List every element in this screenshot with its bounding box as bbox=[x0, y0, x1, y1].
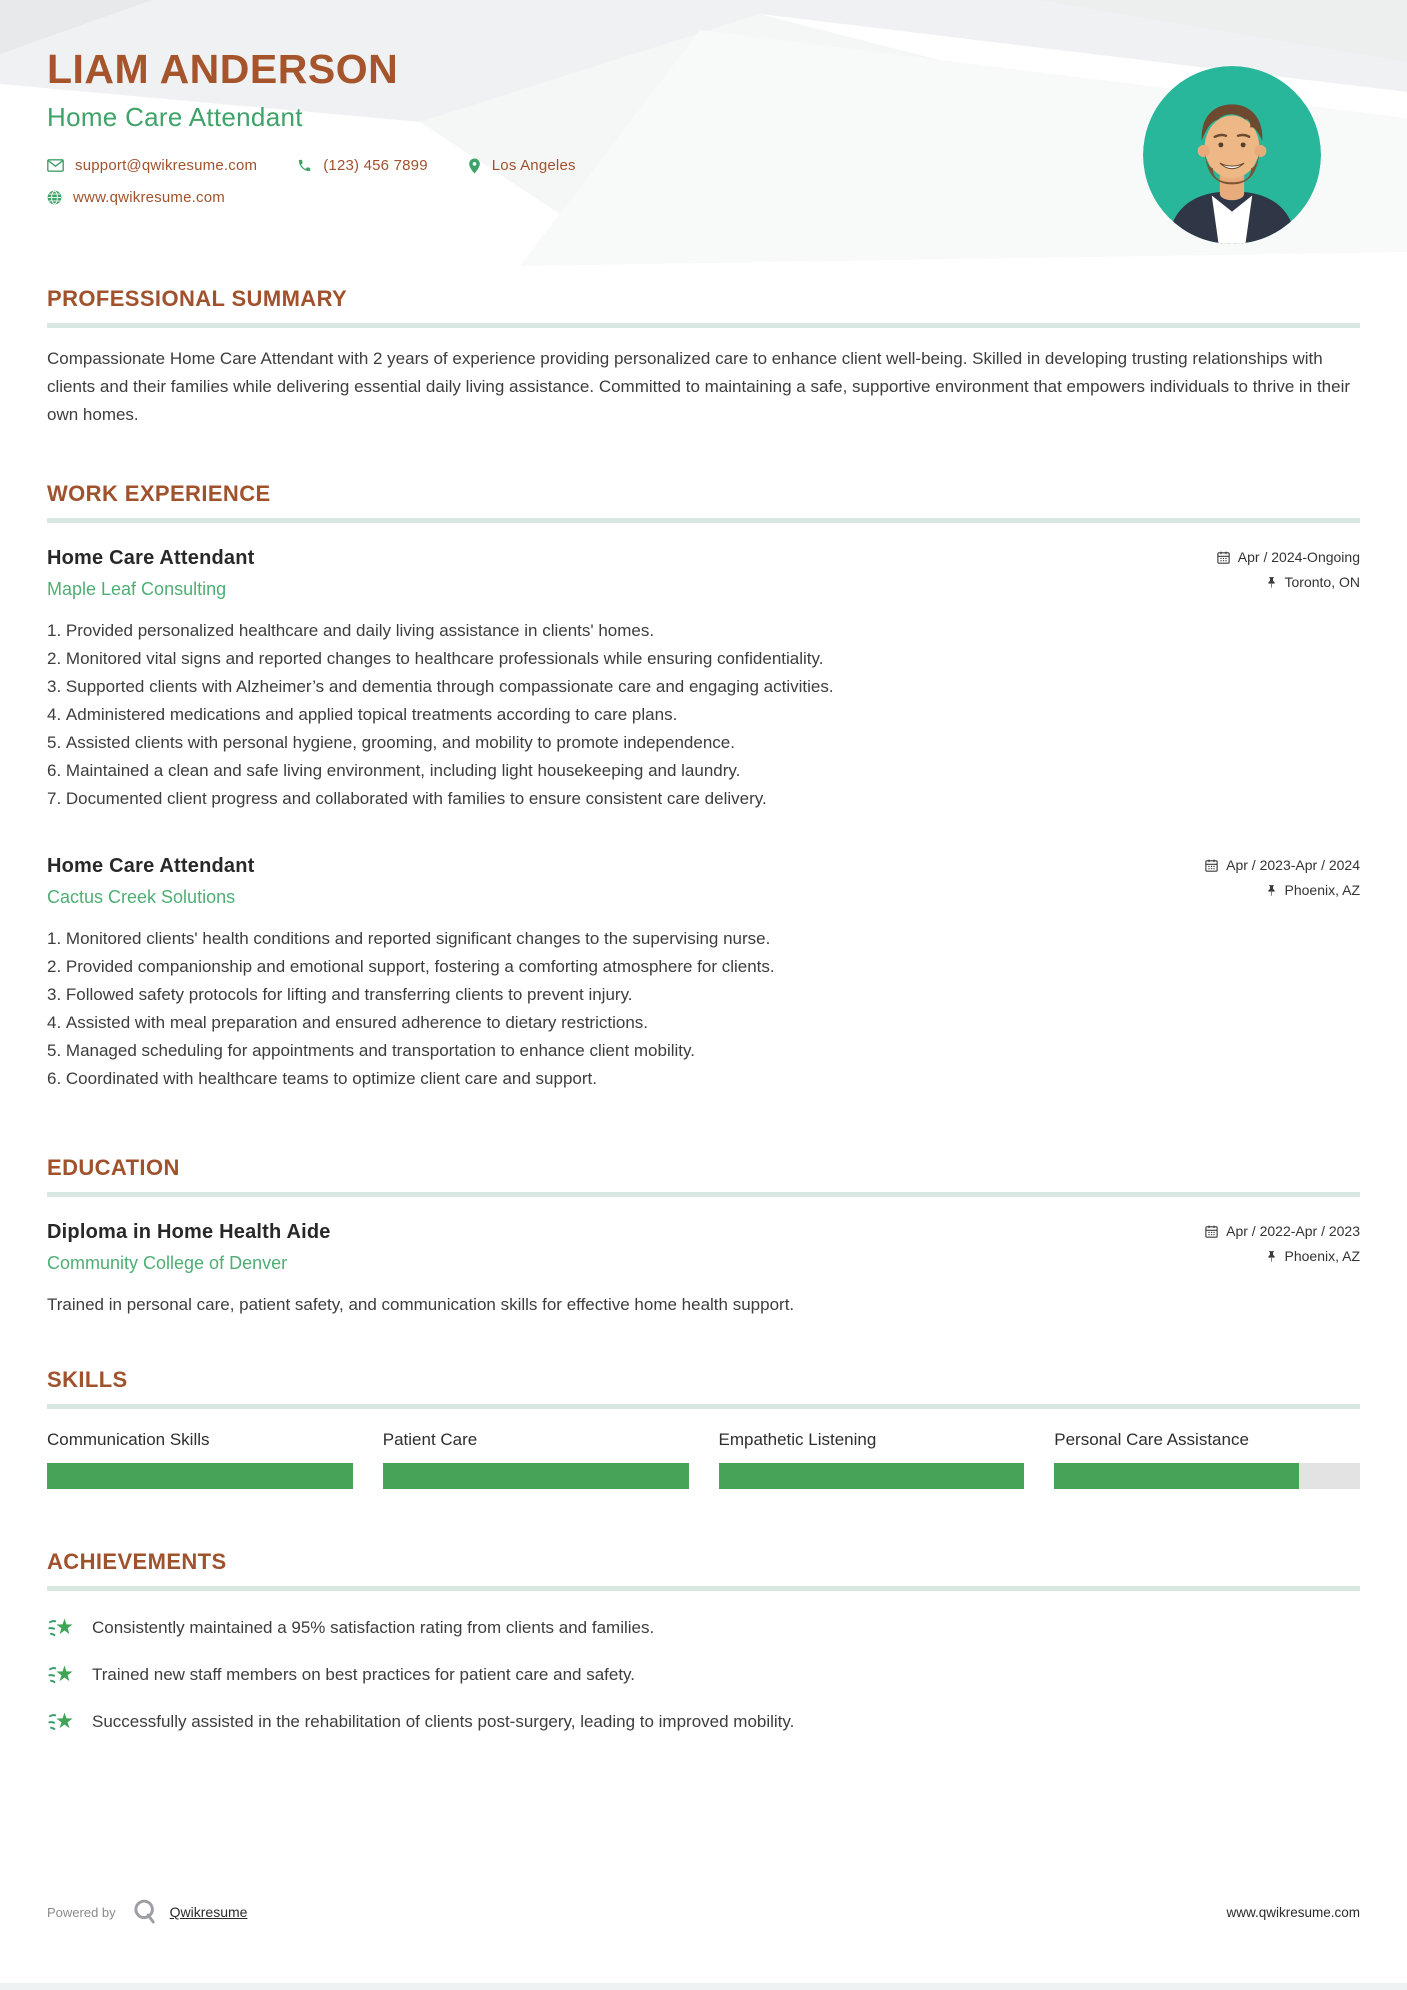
award-star-icon bbox=[47, 1662, 75, 1688]
education-description: Trained in personal care, patient safety, and communication skills for effective home health support. bbox=[47, 1295, 795, 1314]
section-skills bbox=[47, 1367, 1360, 1489]
education-location bbox=[1265, 1248, 1361, 1264]
job-location bbox=[1265, 882, 1361, 898]
email-text: support@qwikresume.com bbox=[75, 157, 258, 174]
job-bullet-list bbox=[47, 617, 1360, 813]
school-name: Community College of Denver bbox=[47, 1253, 288, 1273]
education-entry bbox=[47, 1221, 1360, 1319]
skill-bar-track bbox=[1054, 1463, 1360, 1489]
section-divider bbox=[47, 1192, 1360, 1197]
skill-bar-track bbox=[719, 1463, 1025, 1489]
skill-label: Communication Skills bbox=[47, 1430, 210, 1449]
education-date bbox=[1204, 1223, 1360, 1239]
achievement-item bbox=[47, 1709, 1360, 1735]
experience-entry-1 bbox=[47, 547, 1360, 813]
qwikresume-logo-icon bbox=[132, 1898, 158, 1926]
skill-label: Empathetic Listening bbox=[718, 1430, 877, 1449]
experience-heading: WORK EXPERIENCE bbox=[47, 481, 271, 506]
job-date-text: Apr / 2024-Ongoing bbox=[1237, 549, 1360, 565]
job-date bbox=[1216, 549, 1360, 565]
job-bullet: 4. Administered medications and applied topical treatments according to care plans. bbox=[47, 701, 1360, 729]
skill-item bbox=[47, 1430, 353, 1489]
skills-grid bbox=[47, 1430, 1360, 1489]
calendar-icon bbox=[1204, 858, 1219, 873]
degree-title: Diploma in Home Health Aide bbox=[47, 1221, 331, 1243]
skill-bar-track bbox=[383, 1463, 689, 1489]
candidate-name: LIAM ANDERSON bbox=[47, 46, 399, 92]
skill-bar-fill bbox=[47, 1463, 353, 1489]
skill-bar-track bbox=[47, 1463, 353, 1489]
globe-icon bbox=[47, 190, 62, 205]
job-bullet: 2. Monitored vital signs and reported changes to healthcare professionals while ensuring confidentiality. bbox=[47, 645, 1360, 673]
job-bullet-list bbox=[47, 925, 1360, 1093]
section-divider bbox=[47, 1586, 1360, 1591]
job-company: Maple Leaf Consulting bbox=[47, 579, 227, 599]
job-company: Cactus Creek Solutions bbox=[47, 887, 236, 907]
profile-photo-illustration bbox=[1143, 66, 1321, 244]
achievement-text: Successfully assisted in the rehabilitation of clients post-surgery, leading to improved mobility. bbox=[92, 1712, 795, 1731]
job-title: Home Care Attendant bbox=[47, 855, 255, 877]
pushpin-icon bbox=[1265, 1249, 1278, 1264]
achievements-heading: ACHIEVEMENTS bbox=[47, 1549, 227, 1574]
job-bullet: 2. Provided companionship and emotional support, fostering a comforting atmosphere for clients. bbox=[47, 953, 1360, 981]
contact-phone[interactable] bbox=[297, 157, 428, 174]
achievement-list bbox=[47, 1615, 1360, 1735]
skill-bar-fill bbox=[719, 1463, 1025, 1489]
website-text: www.qwikresume.com bbox=[73, 189, 225, 206]
section-divider bbox=[47, 1404, 1360, 1409]
education-location-text: Phoenix, AZ bbox=[1284, 1248, 1360, 1264]
section-divider bbox=[47, 323, 1360, 328]
profile-photo bbox=[1143, 66, 1321, 244]
pushpin-icon bbox=[1265, 575, 1278, 590]
location-text: Los Angeles bbox=[491, 157, 576, 174]
phone-text: (123) 456 7899 bbox=[323, 157, 428, 174]
phone-icon bbox=[297, 158, 312, 173]
section-professional-summary bbox=[47, 286, 1360, 429]
job-bullet: 5. Assisted clients with personal hygiene, grooming, and mobility to promote independence. bbox=[47, 729, 1360, 757]
job-bullet: 6. Coordinated with healthcare teams to optimize client care and support. bbox=[47, 1065, 1360, 1093]
pushpin-icon bbox=[1265, 883, 1278, 898]
skill-bar-fill bbox=[383, 1463, 689, 1489]
contact-website[interactable] bbox=[47, 189, 225, 206]
calendar-icon bbox=[1216, 550, 1231, 565]
candidate-title: Home Care Attendant bbox=[47, 102, 303, 132]
footer-website: www.qwikresume.com bbox=[1226, 1904, 1360, 1920]
skill-label: Personal Care Assistance bbox=[1054, 1430, 1249, 1449]
job-bullet: 1. Provided personalized healthcare and daily living assistance in clients' homes. bbox=[47, 617, 1360, 645]
achievement-text: Consistently maintained a 95% satisfaction rating from clients and families. bbox=[92, 1618, 655, 1637]
contact-location bbox=[468, 157, 576, 174]
education-date-text: Apr / 2022-Apr / 2023 bbox=[1226, 1223, 1360, 1239]
powered-by-label: Powered by bbox=[47, 1904, 116, 1920]
summary-heading: PROFESSIONAL SUMMARY bbox=[47, 286, 348, 311]
contact-email[interactable] bbox=[47, 157, 257, 174]
qwikresume-brand-link[interactable]: Qwikresume bbox=[169, 1904, 248, 1920]
bottom-strip bbox=[0, 1983, 1407, 1990]
job-location bbox=[1265, 574, 1360, 590]
skill-item bbox=[719, 1430, 1025, 1489]
job-bullet: 1. Monitored clients' health conditions and reported significant changes to the supervising nurse. bbox=[47, 925, 1360, 953]
job-date-text: Apr / 2023-Apr / 2024 bbox=[1226, 857, 1360, 873]
section-divider bbox=[47, 518, 1360, 523]
job-bullet: 4. Assisted with meal preparation and ensured adherence to dietary restrictions. bbox=[47, 1009, 1360, 1037]
skill-item bbox=[383, 1430, 689, 1489]
email-icon bbox=[47, 159, 64, 172]
job-title: Home Care Attendant bbox=[47, 547, 255, 569]
section-work-experience bbox=[47, 481, 1360, 1093]
job-location-text: Phoenix, AZ bbox=[1284, 882, 1360, 898]
skill-bar-fill bbox=[1054, 1463, 1299, 1489]
summary-text: Compassionate Home Care Attendant with 2 years of experience providing personalized care to enhance client well-being. Skilled in developing trusting relationships with clients and their families while delivering essential daily living assistance. Committed to maintaining a safe, supportive environment that empowers individuals to thrive in their own homes. bbox=[47, 349, 1351, 424]
education-heading: EDUCATION bbox=[47, 1155, 180, 1180]
job-bullet: 7. Documented client progress and collaborated with families to ensure consistent care delivery. bbox=[47, 785, 1360, 813]
page-footer bbox=[47, 1898, 1360, 1926]
skill-item bbox=[1054, 1430, 1360, 1489]
job-bullet: 3. Supported clients with Alzheimer’s and dementia through compassionate care and engaging activities. bbox=[47, 673, 1360, 701]
skills-heading: SKILLS bbox=[47, 1367, 128, 1392]
section-achievements bbox=[47, 1549, 1360, 1735]
job-location-text: Toronto, ON bbox=[1284, 574, 1360, 590]
achievement-text: Trained new staff members on best practices for patient care and safety. bbox=[92, 1665, 636, 1684]
section-education bbox=[47, 1155, 1360, 1319]
job-bullet: 3. Followed safety protocols for lifting and transferring clients to prevent injury. bbox=[47, 981, 1360, 1009]
award-star-icon bbox=[47, 1709, 75, 1735]
skill-label: Patient Care bbox=[382, 1430, 478, 1449]
job-bullet: 6. Maintained a clean and safe living environment, including light housekeeping and laundry. bbox=[47, 757, 1360, 785]
achievement-item bbox=[47, 1662, 1360, 1688]
experience-entry-2 bbox=[47, 855, 1360, 1093]
achievement-item bbox=[47, 1615, 1360, 1641]
location-pin-icon bbox=[468, 158, 481, 174]
award-star-icon bbox=[47, 1615, 75, 1641]
job-date bbox=[1204, 857, 1360, 873]
job-bullet: 5. Managed scheduling for appointments and transportation to enhance client mobility. bbox=[47, 1037, 1360, 1065]
calendar-icon bbox=[1204, 1224, 1219, 1239]
